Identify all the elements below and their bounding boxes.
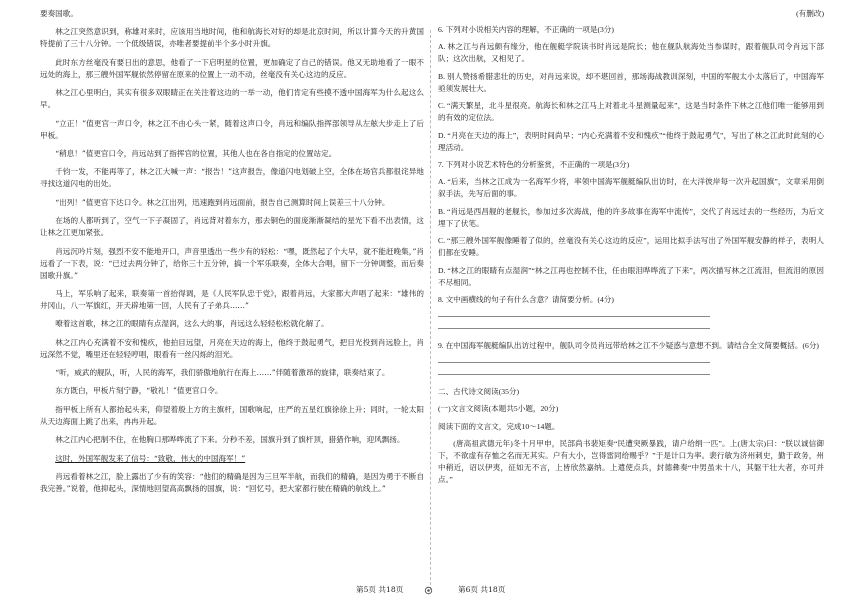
question-8 [438,294,824,329]
story-paragraph: 马上，军乐响了起来，联奏第一首抬得调，是《人民军队忠于党》，跟着肖远，大家都大声唱了起来：“雄伟的井冈山，八一军旗红，开天辟地第一回，人民有了子弟兵……” [40,288,424,310]
story-paragraph: 指甲板上所有人都抬起头来，仰望着殷上方的主旗杆，国歌响起，庄严的五星红旗徐徐上升；同时，一轮太阳从天边海面上跳了出来，冉冉升起。 [40,404,424,426]
question-stem: 6. 下列对小说相关内容的理解，不正确的一项是(3分) [438,25,614,34]
answer-line [438,328,710,329]
story-paragraph: 在场的人都听到了，空气一下子凝固了，肖远背对着东方，那去铜色的面庞渐渐凝结的星光下看不出表情，这让林之江更加紧张。 [40,216,424,238]
classical-passage: (唐高祖武德元年)冬十月甲申，民部尚书裴矩奏“民遭突厥暴践，请户给绢一匹”。上(唐太宗)曰：“朕以诚信御下，不欲虚有存恤之名而无其实。户有大小，岂得雷同给赐乎？”于是计口为率。裴行敏为济州刺史，勤于政务，州中稍近，诏以伊夷，征如无不言，上皆欣然嘉纳。上遣使点兵，封德彝奏“中男虽未十八，其躯干壮大者，亦可并点。” [438,439,824,485]
story-paragraph: 林之江心里明白，其实有很多双眼睛正在关注着这边的一举一动，他们肯定有些摸不透中国海军为什么起这么早。 [40,88,424,110]
question-stem: 9. 在中国海军舰艇编队出访过程中，舰队司令员肖远带给林之江不少疑惑与意想不到。请结合全文简要概括。(6分) [438,340,819,350]
subsection-title: (一)文言文阅读(本题共5小题，20分) [438,404,559,414]
left-page-number: 第5页 共18页 [356,585,404,594]
story-paragraph: 嘹着这首歌，林之江的眼睛有点湿润，这么大的事，肖远这么轻轻松松就化解了。 [55,319,329,329]
option-a: A. “后来，当林之江成为一名海军少将，率领中国海军舰艇编队出访时，在大洋彼岸每一次升起国旗”，文章采用倒叙手法，先写后面的事。 [438,177,824,199]
answer-line [438,374,710,375]
right-page-number: 第6页 共18页 [458,585,506,594]
underlined-sentence: 这时，外国军舰发来了信号：“致敬，伟大的中国海军！” [55,453,246,463]
option-d: D. “月亮在天边的海上”，表明时间尚早；“内心充满着不安和愧疚”“他终于鼓起勇气”，写出了林之江此时此刻的心理活动。 [438,130,824,152]
story-paragraph: “听，威武的舰队，听，人民的海军，我们骄傲地航行在海上……”伴随着激昂的旋律，联奏结束了。 [55,368,390,378]
story-paragraph: 要奏国歌。 [40,9,78,18]
question-6 [438,24,824,154]
question-stem: 7. 下列对小说艺术特色的分析鉴赏，不正确的一项是(3分) [438,159,630,169]
story-paragraph: “出列！”值更官下达口令。林之江出列，迅速跑到肖远面前，报告自己测算时间上误差三十八分钟。 [55,197,390,207]
question-9 [438,340,824,375]
option-a: A. 林之江与肖远颇有缘分，他在舰艇学院读书时肖远是院长；他在舰队航海处当参谋时，跟着舰队司令肖远下部队；这次出航，又相见了。 [438,42,824,64]
option-d: D. “林之江的眼睛有点湿润”“林之江再也控制不住，任由眼泪哗哗流了下来”，两次描写林之江流泪，但流泪的原因不尽相同。 [438,265,824,287]
right-column [438,8,824,491]
story-paragraph: 林之江内心把制不住，在他胸口那哗哗流了下来。分秒不差，国旗升到了旗杆顶，猎猎作响，迎风飘扬。 [55,435,405,445]
column-divider [430,30,431,590]
page-footer [0,584,860,598]
answer-line [438,362,710,363]
story-paragraph: 此时东方丝毫没有要日出的意思，他看了一下启明星的位置，更加确定了自己的错误。他又无助地看了一眼不远处的海上，那三艘外国军舰依然停留在原来的位置上一动不动，丝毫没有关心这边的反应。 [40,57,424,79]
option-c: C. “那三艘外国军舰像睡着了似的，丝毫没有关心这边的反应”，运用比拟手法写出了外国军舰安静的样子，表明人们都在安睡。 [438,236,824,258]
story-paragraph: 林之江突然意识到，称雄对来时，应该用当地时间，他和航海长对好的却是北京时间，所以计算今天的升黄国特提前了三十八分钟。一个低级错误，亦唯者要提前半个多小时升旗。 [40,27,424,49]
story-paragraph: 林之江内心充满着不安和愧疚，他拍目远望，月亮在天边的海上，他终于鼓起勇气，把目光投到肖远脸上，肖远深然不觉，嘴里还在轻轻哼唱，眼看有一丝闪烁的泪光。 [40,337,424,359]
source-note: (有删改) [796,9,824,18]
story-paragraph: 东方既白，甲板片刻宁静，“敬礼！”值更官口令。 [55,386,223,396]
story-paragraph: 肖远看着林之江，脸上露出了少有的笑容：“他们的精确是因为三旦军半航，而我们的精确，是因为勇于不断自我完善。”说着，他抑起头，深情地回望高高飘扬的国旗，说：“回忆号，把大家都行驶在精确的航线上。” [40,472,424,494]
story-paragraph: 千钧一发，不能再等了，林之江大喊一声：“报告！”这声报告，像道闪电划破上空，全体在场官兵都很诧异地寻找这道闪电的出处。 [40,167,424,189]
option-c: C. “满天繁星，北斗星很亮。航海长和林之江马上对着北斗星测量起来”，这是当时条件下林之江他们唯一能够用到的有效的定位法。 [438,101,824,123]
story-paragraph: “立正！”值更官一声口令，林之江不由心头一紧，随着这声口令，肖远和编队指挥部领导从左舷大步走上了后甲板。 [40,118,424,140]
story-paragraph: “稍息！”值更官口令，肖远站到了指挥官的位置，其他人也在各自指定的位置站定。 [55,148,337,158]
binding-hole-icon [424,586,433,595]
question-stem: 8. 文中画横线的句子有什么含意？请简要分析。(4分) [438,294,614,304]
option-b: B. “肖远是西昌舰的老舰长，参加过多次海战，他的许多故事在海军中流传”，交代了肖远过去的一些经历，为后文埋下了伏笔。 [438,206,824,228]
option-b: B. 别人赞扬希腊悲壮的历史，对肖远来说，却不堪回首，那场海战教训深刻，中国的军舰太小太落后了，中国海军亟须发展壮大。 [438,71,824,93]
instruction-text: 阅读下面的文言文，完成10～14题。 [438,421,560,431]
left-column [40,8,424,501]
question-7 [438,159,824,289]
story-paragraph: 肖远沉吟片刻，强烈不安不能地开口，声音里透出一些少有的轻松：“嘿，既然起了个大早，就不能赶晚集，”肖远看了一下表，说：“已过去两分钟了，给你三十五分钟，搞一个军乐联奏，全体大合唱，留下一分钟调整，而后奏国歌升旗。” [40,246,424,280]
section-title: 二、古代诗文阅读(35分) [438,386,519,396]
answer-line [438,316,710,317]
